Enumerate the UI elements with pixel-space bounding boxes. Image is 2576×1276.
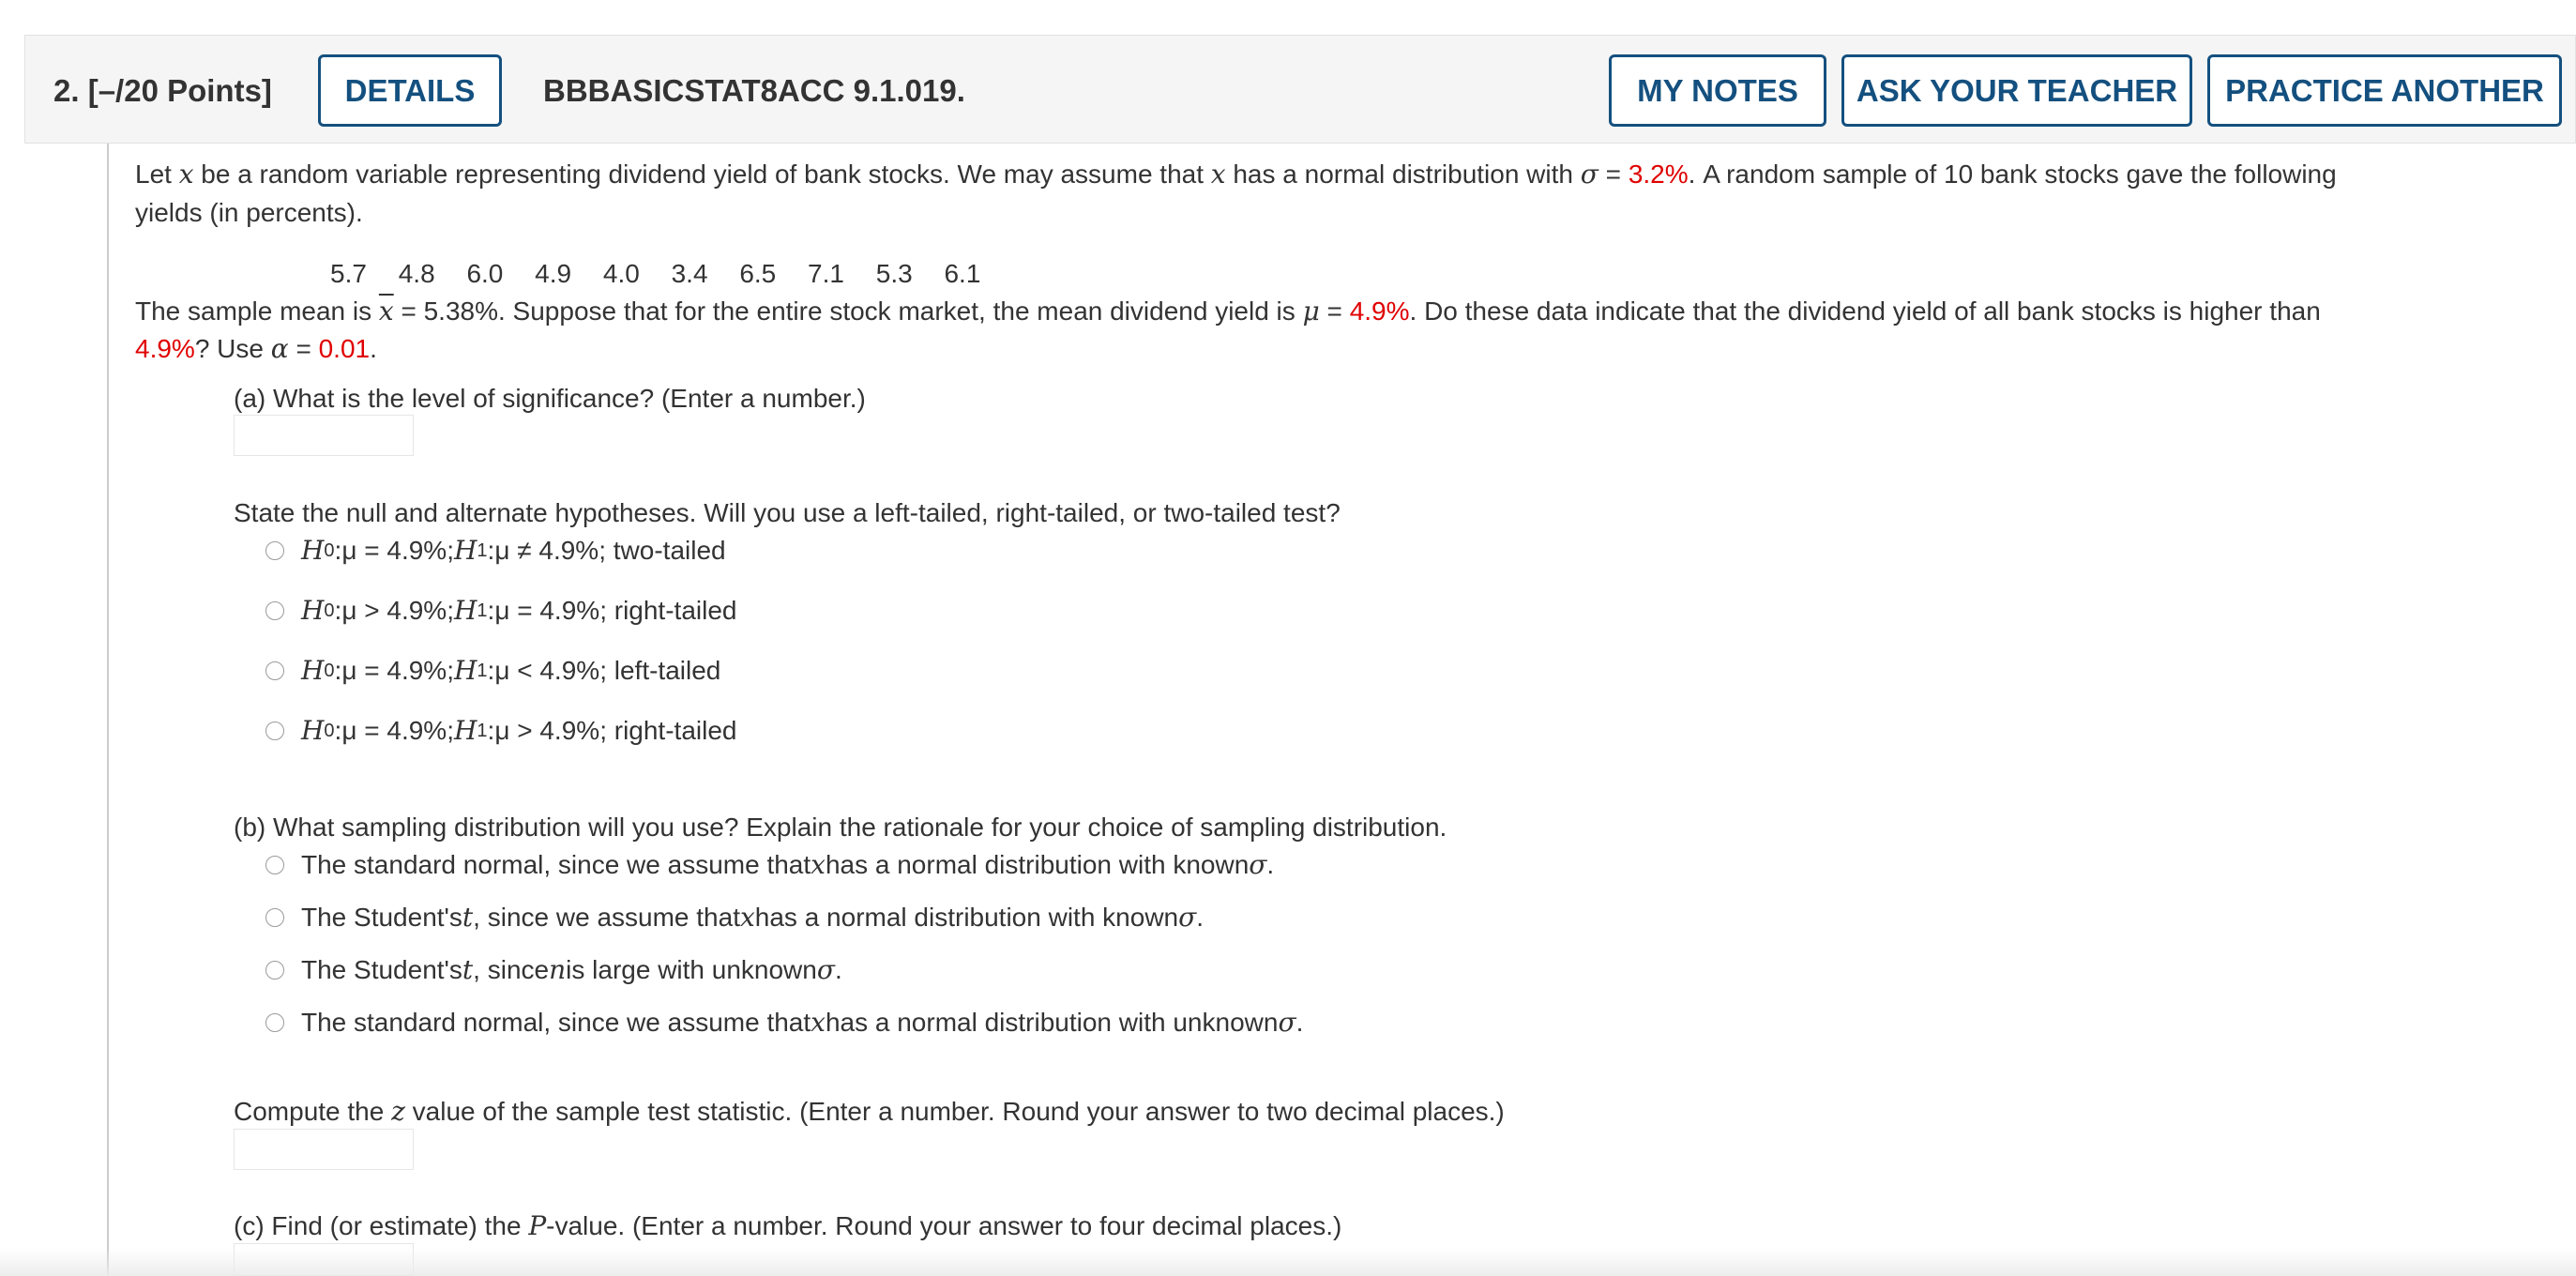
- h0-subscript: 0: [324, 600, 335, 621]
- var-x: x: [811, 1007, 826, 1038]
- radio-button[interactable]: [265, 601, 284, 620]
- hypotheses-prompt: State the null and alternate hypotheses. Will you use a left-tailed, right-tailed, or two-tailed test?: [234, 498, 1341, 527]
- period: .: [1196, 903, 1205, 932]
- data-value: 6.1: [944, 259, 981, 288]
- tail-type: ; left-tailed: [599, 656, 721, 685]
- prompt-text: value of the sample test statistic. (Enter a number. Round your answer to two decimal places.): [404, 1097, 1505, 1126]
- h1-statement: μ < 4.9%: [494, 656, 600, 685]
- option-text: The standard normal, since we assume that: [301, 850, 811, 879]
- semicolon: ;: [447, 536, 454, 565]
- var-x: x: [178, 159, 194, 190]
- var-x: x: [811, 849, 826, 880]
- my-notes-button[interactable]: MY NOTES: [1609, 54, 1826, 127]
- assignment-code: BBBASICSTAT8ACC 9.1.019.: [543, 73, 965, 108]
- h1-subscript: 1: [477, 600, 488, 621]
- h-letter: H: [453, 595, 477, 626]
- option-text: The standard normal, since we assume that: [301, 1008, 811, 1037]
- data-value: 4.9: [535, 259, 572, 288]
- problem-intro-line1: [135, 156, 2337, 193]
- h1-statement: μ ≠ 4.9%: [494, 536, 599, 565]
- question-header: [24, 35, 2576, 144]
- data-values: [330, 255, 1005, 293]
- data-value: 4.0: [602, 259, 640, 288]
- colon: :: [487, 536, 495, 565]
- data-value: 4.8: [398, 259, 435, 288]
- n-symbol: n: [549, 954, 567, 985]
- equals: =: [1319, 296, 1350, 326]
- mu-symbol: μ: [1302, 296, 1320, 327]
- prompt-text: (c) Find (or estimate) the: [234, 1211, 529, 1240]
- prompt-text: -value. (Enter a number. Round your answer to four decimal places.): [546, 1211, 1342, 1240]
- colon: :: [487, 656, 495, 685]
- equals: =: [288, 334, 319, 363]
- option-text: , since we assume that: [473, 903, 740, 932]
- semicolon: ;: [447, 716, 454, 745]
- sigma-symbol: σ: [1278, 1007, 1296, 1038]
- mu-value: 4.9%: [1349, 296, 1410, 326]
- hypothesis-option-2[interactable]: [265, 592, 736, 630]
- part-c-question: [234, 1208, 1341, 1245]
- option-text: , since: [473, 955, 550, 984]
- radio-button[interactable]: [265, 856, 284, 874]
- h1-subscript: 1: [477, 721, 488, 741]
- question-number-text: 2.: [53, 73, 80, 108]
- h-letter: H: [301, 595, 325, 626]
- sigma-symbol: σ: [816, 954, 835, 985]
- data-value: 6.5: [739, 259, 777, 288]
- sigma-symbol: σ: [1580, 159, 1599, 190]
- ask-your-teacher-button[interactable]: ASK YOUR TEACHER: [1841, 54, 2192, 127]
- period: .: [834, 955, 842, 984]
- h0-statement: μ > 4.9%: [341, 596, 447, 625]
- h0-subscript: 0: [324, 540, 335, 561]
- data-value: 5.7: [330, 259, 367, 288]
- intro-text: has a normal distribution with: [1225, 160, 1581, 189]
- option-text: is large with unknown: [566, 955, 817, 984]
- colon: :: [334, 716, 342, 745]
- h-letter: H: [301, 655, 325, 686]
- part-b-question: (b) What sampling distribution will you use? Explain the rationale for your choice of sampling distribution.: [234, 813, 1447, 842]
- radio-button[interactable]: [265, 908, 284, 927]
- distribution-option-3[interactable]: [265, 951, 842, 989]
- hypothesis-option-1[interactable]: [265, 532, 726, 570]
- colon: :: [487, 716, 495, 745]
- h0-subscript: 0: [324, 721, 335, 741]
- radio-button[interactable]: [265, 722, 284, 740]
- bottom-fade: [0, 1248, 2576, 1276]
- h-letter: H: [453, 535, 477, 566]
- h-letter: H: [453, 655, 477, 686]
- intro-text: . A random sample of 10 bank stocks gave the following: [1688, 160, 2337, 189]
- h0-statement: μ = 4.9%: [341, 536, 447, 565]
- radio-button[interactable]: [265, 541, 284, 560]
- sigma-symbol: σ: [1249, 849, 1267, 880]
- problem-intro-line2: yields (in percents).: [135, 198, 363, 227]
- h-letter: H: [301, 715, 325, 746]
- semicolon: ;: [447, 596, 454, 625]
- data-value: 6.0: [466, 259, 504, 288]
- tail-type: ; right-tailed: [599, 716, 737, 745]
- x-bar-symbol: $\overline{x}$: [378, 296, 394, 327]
- mu-value: 4.9%: [135, 334, 195, 363]
- h0-statement: μ = 4.9%: [341, 656, 447, 685]
- alpha-value: 0.01: [318, 334, 371, 363]
- significance-answer-input[interactable]: [234, 415, 414, 456]
- tail-type: ; two-tailed: [599, 536, 726, 565]
- option-text: has a normal distribution with known: [825, 850, 1250, 879]
- details-button[interactable]: DETAILS: [318, 54, 502, 127]
- data-value: 7.1: [808, 259, 844, 288]
- top-spacer: [0, 0, 2576, 34]
- compute-z-prompt: [234, 1093, 1505, 1131]
- colon: :: [334, 656, 342, 685]
- z-value-answer-input[interactable]: [234, 1129, 414, 1170]
- intro-text: Let: [135, 160, 179, 189]
- hypothesis-option-4[interactable]: [265, 712, 736, 750]
- tail-type: ; right-tailed: [599, 596, 737, 625]
- colon: :: [487, 596, 495, 625]
- intro-text: be a random variable representing dividend yield of bank stocks. We may assume that: [193, 160, 1211, 189]
- use-text: ? Use: [194, 334, 271, 363]
- h-letter: H: [301, 535, 325, 566]
- practice-another-button[interactable]: PRACTICE ANOTHER: [2207, 54, 2562, 127]
- hypothesis-option-3[interactable]: [265, 652, 720, 690]
- distribution-option-1[interactable]: [265, 846, 1274, 884]
- sample-mean-line1: [135, 293, 2321, 330]
- h1-statement: μ > 4.9%: [494, 716, 600, 745]
- mean-text: . Do these data indicate that the dividend yield of all bank stocks is higher than: [1409, 296, 2321, 326]
- distribution-option-4[interactable]: [265, 1004, 1303, 1041]
- t-symbol: t: [462, 902, 474, 933]
- z-symbol: z: [391, 1096, 405, 1127]
- semicolon: ;: [447, 656, 454, 685]
- period: .: [1296, 1008, 1304, 1037]
- t-symbol: t: [462, 954, 474, 985]
- mean-text: = 5.38%. Suppose that for the entire stock market, the mean dividend yield is: [393, 296, 1303, 326]
- question-number: [53, 73, 272, 109]
- data-value: 3.4: [671, 259, 708, 288]
- radio-button[interactable]: [265, 661, 284, 680]
- var-x: x: [739, 902, 755, 933]
- prompt-text: Compute the: [234, 1097, 392, 1126]
- part-a-question: (a) What is the level of significance? (Enter a number.): [234, 384, 866, 413]
- option-text: has a normal distribution with known: [754, 903, 1179, 932]
- points-label: [–/20 Points]: [87, 73, 272, 108]
- period: .: [1266, 850, 1275, 879]
- option-text: The Student's: [301, 955, 462, 984]
- option-text: has a normal distribution with unknown: [825, 1008, 1279, 1037]
- h0-statement: μ = 4.9%: [341, 716, 447, 745]
- equals: =: [1598, 160, 1629, 189]
- content-left-border: [107, 144, 109, 1276]
- colon: :: [334, 536, 342, 565]
- var-x: x: [1210, 159, 1226, 190]
- sigma-value: 3.2%: [1628, 160, 1689, 189]
- h1-statement: μ = 4.9%: [494, 596, 600, 625]
- mean-text: The sample mean is: [135, 296, 379, 326]
- period: .: [370, 334, 377, 363]
- h-letter: H: [453, 715, 477, 746]
- colon: :: [334, 596, 342, 625]
- p-symbol: P: [528, 1210, 547, 1241]
- alpha-symbol: α: [270, 333, 289, 364]
- option-text: The Student's: [301, 903, 462, 932]
- radio-button[interactable]: [265, 1013, 284, 1032]
- radio-button[interactable]: [265, 961, 284, 980]
- h1-subscript: 1: [477, 661, 488, 681]
- data-value: 5.3: [875, 259, 913, 288]
- distribution-option-2[interactable]: [265, 899, 1204, 936]
- h0-subscript: 0: [324, 661, 335, 681]
- h1-subscript: 1: [477, 540, 488, 561]
- sample-mean-line2: [135, 330, 377, 368]
- sigma-symbol: σ: [1178, 902, 1197, 933]
